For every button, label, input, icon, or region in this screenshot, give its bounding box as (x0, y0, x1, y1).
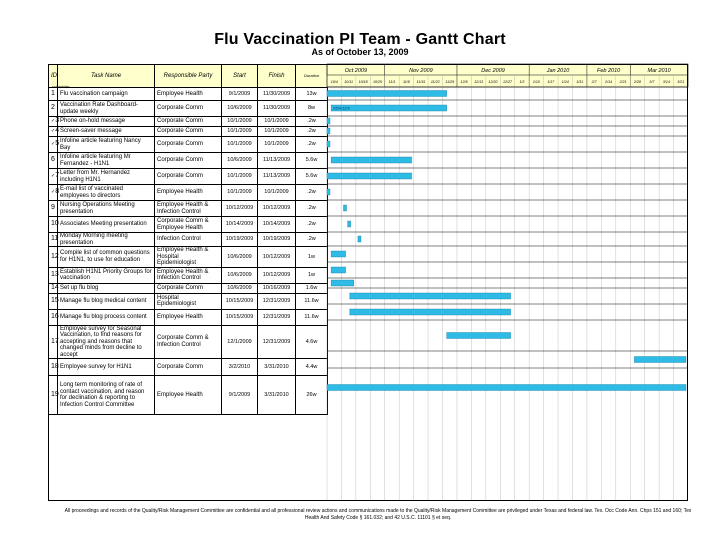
week-label: 2/21 (619, 80, 627, 84)
task-start: 10/1/2009 (222, 185, 258, 201)
task-id: ✓3 (49, 117, 58, 127)
week-label: 3/14 (662, 80, 670, 84)
task-id: ✓8 (49, 185, 58, 201)
task-duration: 5.6w (296, 153, 328, 169)
task-duration: 1w (296, 247, 328, 268)
week-label: 1/3 (519, 80, 525, 84)
task-duration: 11.6w (296, 293, 328, 309)
month-label: Oct 2009 (344, 68, 368, 74)
task-start: 12/1/2009 (222, 325, 258, 359)
week-label: 11/29 (445, 80, 455, 84)
task-party: Hospital Epidemiologist (155, 293, 222, 309)
task-id: 6 (49, 153, 58, 169)
col-party-header: Responsible Party (155, 65, 222, 88)
week-label: 12/27 (503, 80, 512, 84)
week-label: 10/25 (373, 80, 383, 84)
task-finish: 10/16/2009 (258, 283, 296, 293)
task-duration: 1w (296, 267, 328, 283)
task-duration: 1.6w (296, 283, 328, 293)
task-start: 10/1/2009 (222, 117, 258, 127)
task-finish: 3/31/2010 (258, 359, 296, 376)
week-label: 11/22 (430, 80, 440, 84)
task-start: 9/1/2009 (222, 376, 258, 415)
task-id: 17 (49, 325, 58, 359)
task-party: Employee Health & Hospital Epidemiologist (155, 247, 222, 268)
task-finish: 10/19/2009 (258, 233, 296, 247)
task-start: 10/6/2009 (222, 267, 258, 283)
task-name: Nursing Operations Meeting presentation (58, 201, 155, 217)
task-start: 10/1/2009 (222, 137, 258, 153)
task-name: Phone on-hold message (58, 117, 155, 127)
task-start: 10/1/2009 (222, 169, 258, 185)
week-label: 12/6 (460, 80, 468, 84)
task-name: Vaccination Rate Dashboard-update weekly (58, 101, 155, 117)
week-label: 11/8 (403, 80, 410, 84)
task-party: Corporate Comm & Employee Health (155, 217, 222, 233)
task-id: 1 (49, 88, 58, 101)
week-label: 3/7 (649, 80, 655, 84)
task-finish: 11/13/2009 (258, 169, 296, 185)
task-finish: 10/12/2009 (258, 247, 296, 268)
week-label: 2/7 (591, 80, 597, 84)
task-party: Employee Health (155, 88, 222, 101)
task-name: Letter from Mr. Hernandez including H1N1 (58, 169, 155, 185)
task-finish: 10/12/2009 (258, 201, 296, 217)
task-party: Corporate Comm (155, 359, 222, 376)
task-duration: 26w (296, 376, 328, 415)
task-start: 10/6/2009 (222, 101, 258, 117)
checkmark-icon: ✓ (51, 118, 56, 125)
col-duration-header: Duration (296, 65, 328, 88)
checkmark-icon: ✓ (51, 173, 56, 180)
week-label: 1/10 (532, 80, 540, 84)
task-duration: 4.6w (296, 325, 328, 359)
task-bar-label: 25%/11% (333, 105, 350, 111)
task-party: Corporate Comm (155, 117, 222, 127)
task-duration: 5.6w (296, 169, 328, 185)
task-party: Corporate Comm (155, 101, 222, 117)
task-finish: 11/30/2009 (258, 101, 296, 117)
task-party: Employee Health (155, 185, 222, 201)
task-finish: 10/1/2009 (258, 127, 296, 137)
task-finish: 12/31/2009 (258, 325, 296, 359)
task-id: 11 (49, 233, 58, 247)
task-duration: .2w (296, 201, 328, 217)
task-name: Employee survey for H1N1 (58, 359, 155, 376)
task-party: Employee Health (155, 309, 222, 325)
task-party: Corporate Comm (155, 127, 222, 137)
task-start: 10/1/2009 (222, 127, 258, 137)
week-label: 2/28 (633, 80, 641, 84)
week-label: 3/21 (677, 80, 685, 84)
task-start: 10/6/2009 (222, 153, 258, 169)
task-finish: 10/1/2009 (258, 185, 296, 201)
task-finish: 10/12/2009 (258, 267, 296, 283)
checkmark-icon: ✓ (51, 141, 56, 148)
task-start: 10/12/2009 (222, 201, 258, 217)
task-id: 2 (49, 101, 58, 117)
task-id: 14 (49, 283, 58, 293)
task-finish: 10/1/2009 (258, 137, 296, 153)
task-name: Long term monitoring of rate of contact vaccination, and reason for declination & reporting to Infection Control Committee (58, 376, 155, 415)
page-title: Flu Vaccination PI Team - Gantt Chart (214, 31, 506, 48)
checkmark-icon: ✓ (51, 128, 56, 135)
task-party: Employee Health & Infection Control (155, 201, 222, 217)
task-finish: 10/14/2009 (258, 217, 296, 233)
task-party: Employee Health & Infection Control (155, 267, 222, 283)
task-name: Set up flu blog (58, 283, 155, 293)
task-start: 10/6/2009 (222, 283, 258, 293)
task-duration: 13w (296, 88, 328, 101)
task-name: E-mail list of vaccinated employees to directors (58, 185, 155, 201)
month-label: Nov 2009 (409, 68, 433, 74)
week-label: 11/1 (388, 80, 396, 84)
week-label: 1/17 (547, 80, 555, 84)
task-name: Manage flu blog process content (58, 309, 155, 325)
task-finish: 12/31/2009 (258, 309, 296, 325)
week-label: 10/18 (358, 80, 368, 84)
task-id: 12 (49, 247, 58, 268)
task-start: 10/14/2009 (222, 217, 258, 233)
task-id: 16 (49, 309, 58, 325)
task-party: Corporate Comm (155, 283, 222, 293)
task-duration: .2w (296, 185, 328, 201)
task-name: Monday Morning meeting presentation (58, 233, 155, 247)
task-id: 10 (49, 217, 58, 233)
task-finish: 11/13/2009 (258, 153, 296, 169)
task-id: 13 (49, 267, 58, 283)
task-party: Employee Health (155, 376, 222, 415)
task-duration: .2w (296, 117, 328, 127)
task-name: Screen-saver message (58, 127, 155, 137)
month-label: Feb 2010 (596, 68, 621, 74)
week-label: 2/14 (605, 80, 613, 84)
task-id: ✓4 (49, 127, 58, 137)
task-start: 3/2/2010 (222, 359, 258, 376)
task-party: Corporate Comm & Infection Control (155, 325, 222, 359)
task-start: 9/1/2009 (222, 88, 258, 101)
task-id: 19 (49, 376, 58, 415)
week-label: 10/4 (330, 80, 338, 84)
task-name: Infoline article featuring Nancy Bay (58, 137, 155, 153)
task-start: 10/19/2009 (222, 233, 258, 247)
task-party: Infection Control (155, 233, 222, 247)
confidentiality-footer: All proceedings and records of the Quality/Risk Management Committee are confidential and all professional review actions and communications made to the Quality/Risk Management Committee are privileged under Texas and federal law. Tex. Occ Code Ann. Chps 151 and 160; Tex Health And Safety Code § 161.032; and 42 U.S.C. 11101 § et seq. (64, 508, 692, 521)
task-name: Establish H1N1 Priority Groups for vaccination (58, 267, 155, 283)
task-name: Compile list of common questions for H1N1, to use for education (58, 247, 155, 268)
task-start: 10/6/2009 (222, 247, 258, 268)
month-label: Mar 2010 (647, 68, 671, 74)
col-finish-header: Finish (258, 65, 296, 88)
week-label: 10/11 (344, 80, 354, 84)
task-id: 15 (49, 293, 58, 309)
month-label: Jan 2010 (546, 68, 570, 74)
task-party: Corporate Comm (155, 137, 222, 153)
task-id: ✓7 (49, 169, 58, 185)
task-start: 10/15/2009 (222, 293, 258, 309)
task-duration: 8w (296, 101, 328, 117)
week-label: 12/13 (474, 80, 484, 84)
week-label: 12/20 (488, 80, 498, 84)
month-label: Dec 2009 (481, 68, 505, 74)
task-party: Corporate Comm (155, 153, 222, 169)
task-finish: 11/30/2009 (258, 88, 296, 101)
task-id: 9 (49, 201, 58, 217)
task-name: Infoline article featuring Mr Fernandez - H1N1 (58, 153, 155, 169)
chart-frame (48, 64, 688, 501)
task-duration: .2w (296, 233, 328, 247)
task-id: ✓5 (49, 137, 58, 153)
task-id: 18 (49, 359, 58, 376)
task-name: Employee survey for Seasonal Vaccination, to find reasons for accepting and reasons that changed minds from decline to accept (58, 325, 155, 359)
task-finish: 12/31/2009 (258, 293, 296, 309)
task-duration: .2w (296, 217, 328, 233)
checkmark-icon: ✓ (51, 189, 56, 196)
task-name: Associates Meeting presentation (58, 217, 155, 233)
task-duration: 4.4w (296, 359, 328, 376)
page-subtitle: As of October 13, 2009 (311, 47, 409, 57)
task-party: Corporate Comm (155, 169, 222, 185)
task-duration: 11.6w (296, 309, 328, 325)
task-duration: .2w (296, 137, 328, 153)
task-finish: 10/1/2009 (258, 117, 296, 127)
task-duration: .2w (296, 127, 328, 137)
col-task-header: Task Name (58, 65, 155, 88)
task-finish: 3/31/2010 (258, 376, 296, 415)
task-start: 10/15/2009 (222, 309, 258, 325)
sub-header-note: scheduler (52, 84, 70, 89)
task-name: Manage flu blog medical content (58, 293, 155, 309)
week-label: 11/15 (416, 80, 426, 84)
col-start-header: Start (222, 65, 258, 88)
col-id-header: ID (49, 65, 58, 88)
task-name: Flu vaccination campaign (58, 88, 155, 101)
week-label: 1/31 (576, 80, 584, 84)
week-label: 1/24 (561, 80, 569, 84)
